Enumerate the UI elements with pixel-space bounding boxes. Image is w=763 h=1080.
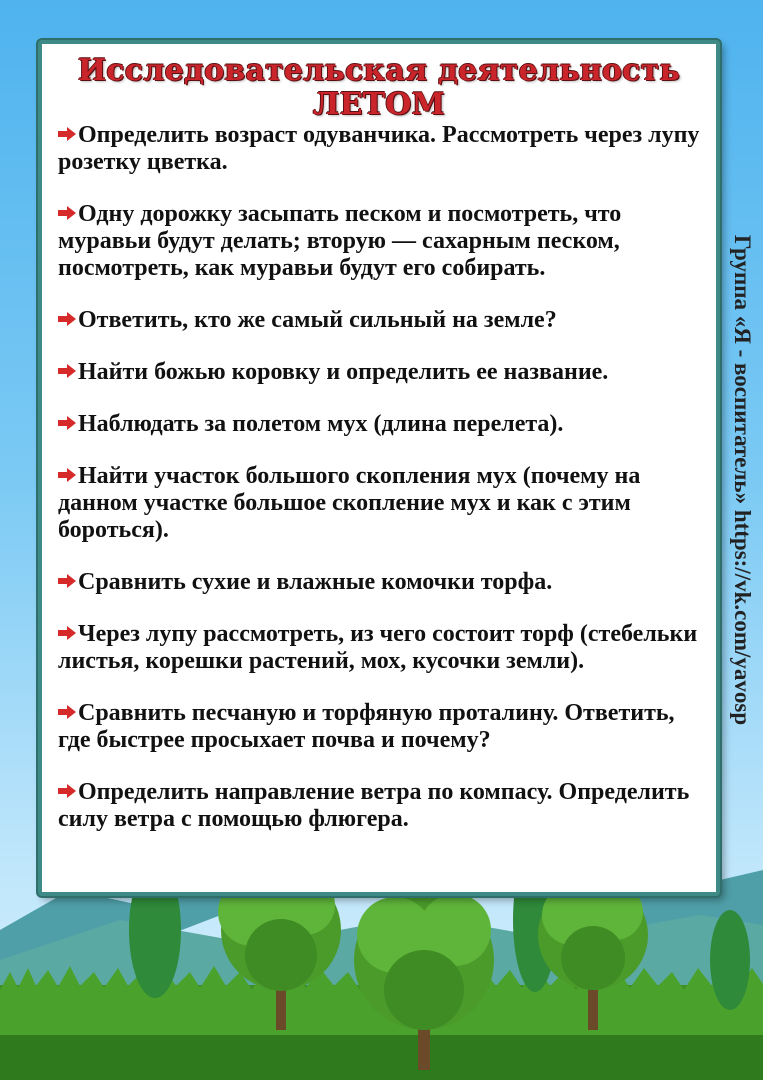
list-item — [58, 700, 702, 754]
list-item — [58, 122, 702, 176]
list-item — [58, 779, 702, 833]
watermark-text: Группа «Я - воспитатель» https://vk.com/yavosp — [730, 234, 755, 726]
list-item-text: Определить направление ветра по компасу. Определить силу ветра с помощью флюгера. — [58, 779, 690, 832]
watermark — [725, 185, 759, 775]
list-item-text: Одну дорожку засыпать песком и посмотреть, что муравьи будут делать; вторую — сахарным песком, посмотреть, как муравьи будут его собирать. — [58, 201, 622, 281]
red-arrow-icon — [58, 312, 76, 326]
list-item — [58, 359, 702, 386]
red-arrow-icon — [58, 574, 76, 588]
title-line-1: Исследовательская деятельность — [77, 53, 681, 88]
red-arrow-icon — [58, 364, 76, 378]
activity-list — [58, 122, 702, 858]
list-item-text: Найти божью коровку и определить ее название. — [78, 359, 609, 385]
list-item-text: Определить возраст одуванчика. Рассмотреть через лупу розетку цветка. — [58, 122, 700, 175]
list-item-text: Наблюдать за полетом мух (длина перелета). — [78, 411, 564, 437]
content-card — [38, 40, 720, 896]
red-arrow-icon — [58, 468, 76, 482]
grass-foreground — [0, 1035, 763, 1080]
list-item — [58, 569, 702, 596]
list-item — [58, 201, 702, 282]
list-item-text: Сравнить сухие и влажные комочки торфа. — [78, 569, 553, 595]
cypress-tree — [710, 910, 750, 1010]
list-item-text: Сравнить песчаную и торфяную проталину. Ответить, где быстрее просыхает почва и почему? — [58, 700, 675, 753]
red-arrow-icon — [58, 127, 76, 141]
red-arrow-icon — [58, 784, 76, 798]
list-item — [58, 621, 702, 675]
red-arrow-icon — [58, 626, 76, 640]
list-item — [58, 307, 702, 334]
red-arrow-icon — [58, 416, 76, 430]
title-line-2: ЛЕТОМ — [312, 87, 446, 122]
red-arrow-icon — [58, 206, 76, 220]
list-item-text: Ответить, кто же самый сильный на земле? — [78, 307, 557, 333]
list-item-text: Через лупу рассмотреть, из чего состоит торф (стебельки листья, корешки растений, мох, кусочки земли). — [58, 621, 698, 674]
list-item-text: Найти участок большого скопления мух (почему на данном участке большое скопление мух и как с этим бороться). — [58, 463, 641, 543]
list-item — [58, 463, 702, 544]
red-arrow-icon — [58, 705, 76, 719]
list-item — [58, 411, 702, 438]
page-title — [42, 54, 716, 122]
